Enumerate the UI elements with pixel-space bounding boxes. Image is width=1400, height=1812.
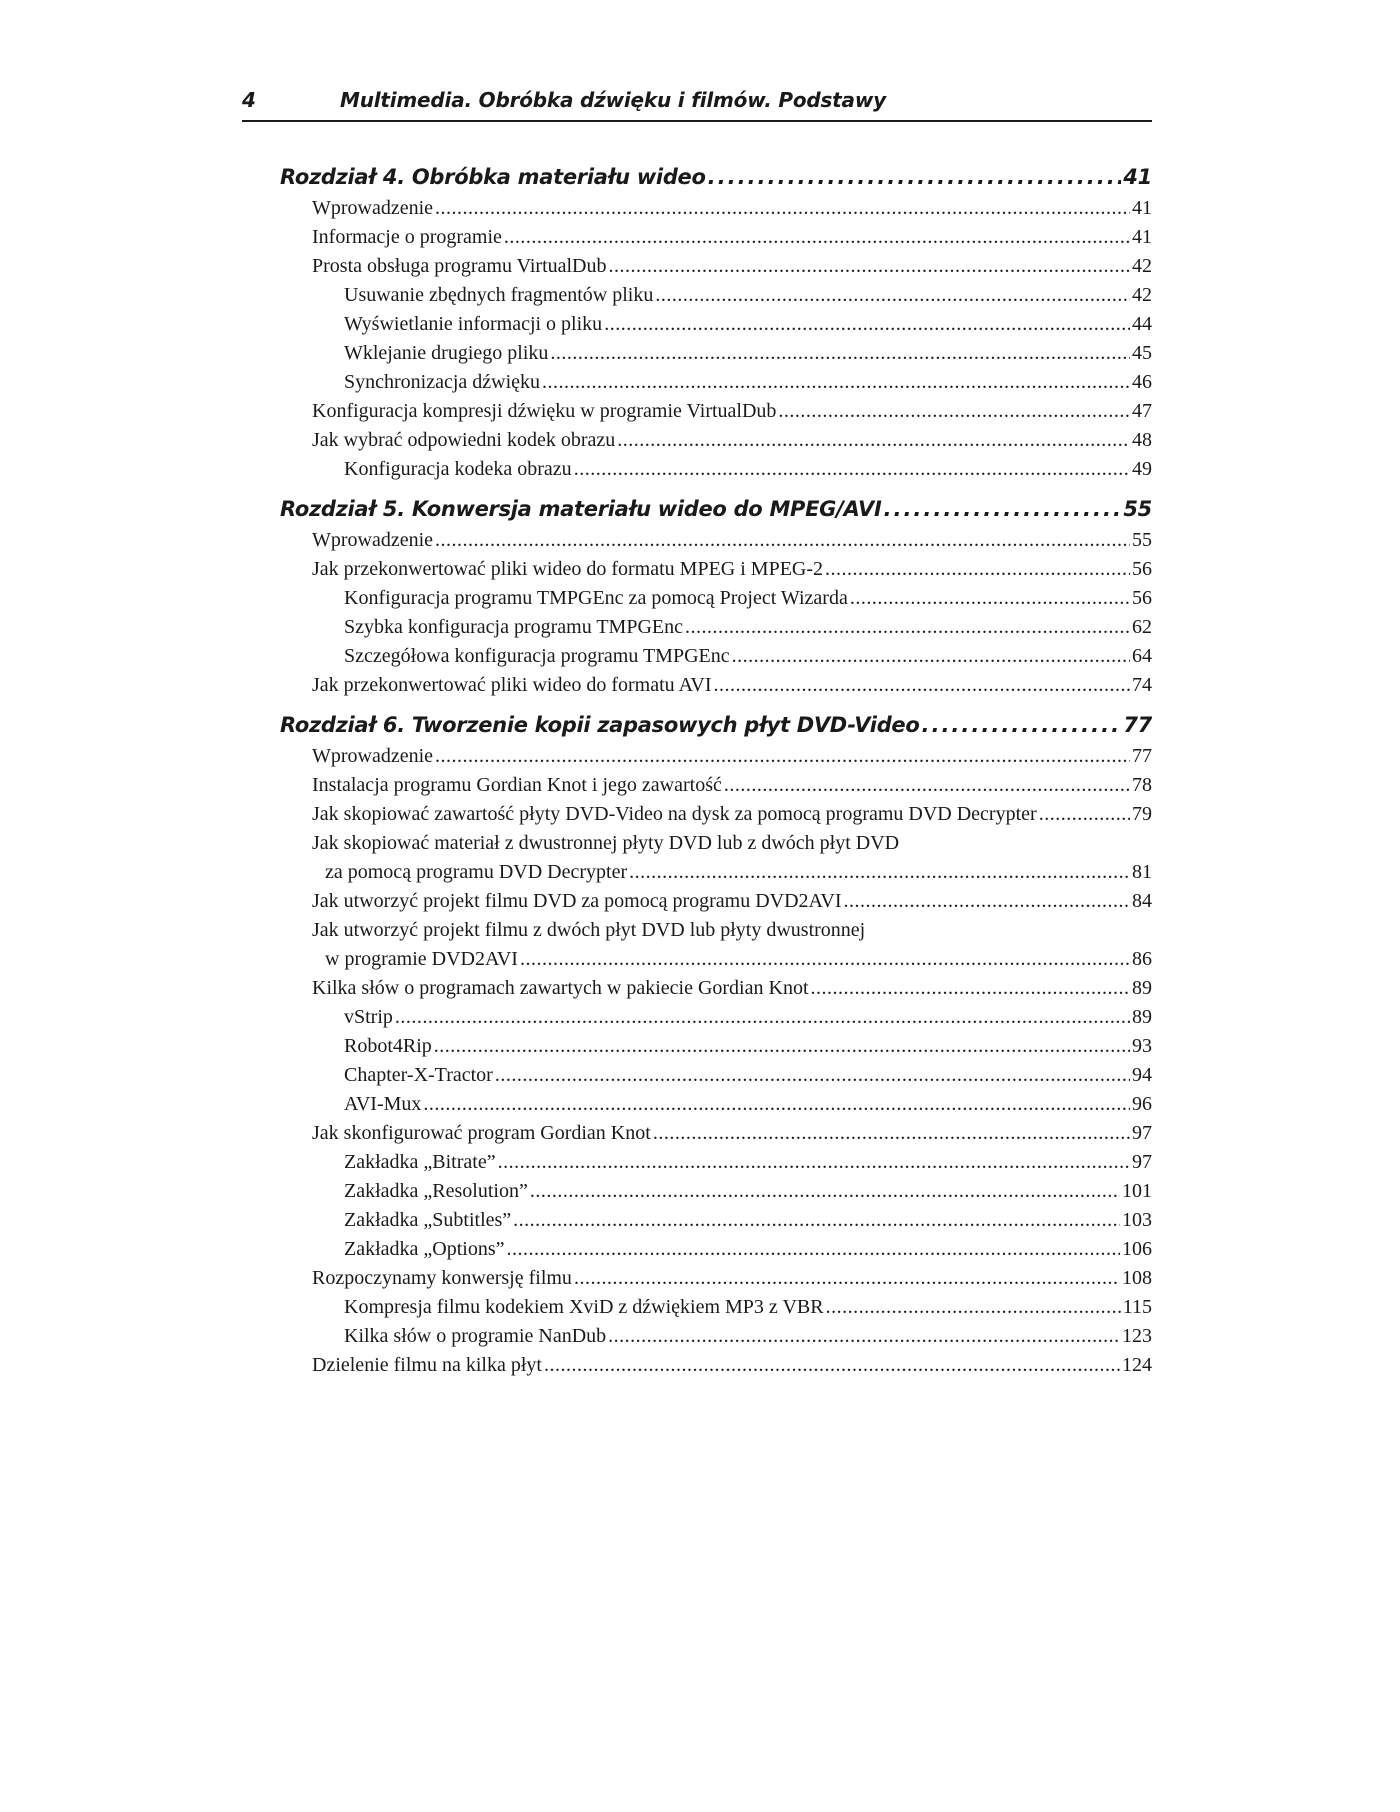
dot-leader bbox=[629, 858, 1130, 887]
entry-label: Wprowadzenie bbox=[312, 197, 434, 219]
chapter-6-heading[interactable] bbox=[280, 708, 1152, 742]
entry-page-number: 106 bbox=[1122, 1238, 1152, 1260]
entry-label: Wklejanie drugiego pliku bbox=[344, 342, 549, 364]
dot-leader bbox=[655, 281, 1130, 310]
dot-leader bbox=[608, 1322, 1120, 1351]
entry-label: Jak przekonwertować pliki wideo do formatu AVI bbox=[312, 674, 712, 696]
toc-subentry[interactable] bbox=[280, 1032, 1152, 1061]
toc-subentry[interactable] bbox=[280, 1206, 1152, 1235]
entry-label: Synchronizacja dźwięku bbox=[344, 371, 541, 393]
entry-label: Wprowadzenie bbox=[312, 529, 434, 551]
entry-page-number: 108 bbox=[1122, 1267, 1152, 1289]
entry-label: Wprowadzenie bbox=[312, 745, 434, 767]
dot-leader bbox=[574, 455, 1130, 484]
dot-leader bbox=[434, 1032, 1130, 1061]
toc-subentry[interactable] bbox=[280, 1090, 1152, 1119]
entry-page-number: 56 bbox=[1132, 587, 1152, 609]
entry-label: AVI-Mux bbox=[344, 1093, 422, 1115]
toc-entry-continuation[interactable] bbox=[280, 858, 1152, 887]
dot-leader bbox=[574, 1264, 1120, 1293]
entry-page-number: 48 bbox=[1132, 429, 1152, 451]
toc-entry[interactable] bbox=[280, 887, 1152, 916]
toc-entry[interactable] bbox=[280, 771, 1152, 800]
toc-subentry[interactable] bbox=[280, 1235, 1152, 1264]
chapter-4-heading[interactable] bbox=[280, 160, 1152, 194]
entry-page-number: 97 bbox=[1132, 1151, 1152, 1173]
toc-entry[interactable] bbox=[280, 1119, 1152, 1148]
entry-label: Zakładka „Resolution” bbox=[344, 1180, 528, 1202]
entry-page-number: 64 bbox=[1132, 645, 1152, 667]
toc-entry[interactable] bbox=[280, 742, 1152, 771]
toc-subentry[interactable] bbox=[280, 1061, 1152, 1090]
dot-leader bbox=[435, 526, 1130, 555]
dot-leader bbox=[435, 194, 1130, 223]
toc-subentry[interactable] bbox=[280, 339, 1152, 368]
dot-leader bbox=[504, 223, 1130, 252]
dot-leader bbox=[435, 742, 1130, 771]
toc-entry-first-line[interactable]: Jak utworzyć projekt filmu z dwóch płyt DVD lub płyty dwustronnej bbox=[312, 919, 866, 941]
entry-page-number: 62 bbox=[1132, 616, 1152, 638]
dot-leader bbox=[542, 368, 1130, 397]
entry-page-number: 97 bbox=[1132, 1122, 1152, 1144]
dot-leader bbox=[825, 555, 1130, 584]
toc-entry[interactable] bbox=[280, 555, 1152, 584]
toc-subentry[interactable] bbox=[280, 584, 1152, 613]
entry-page-number: 41 bbox=[1132, 197, 1152, 219]
entry-label: Kompresja filmu kodekiem XviD z dźwiękiem MP3 z VBR bbox=[344, 1296, 824, 1318]
dot-leader bbox=[604, 310, 1130, 339]
toc-entry[interactable] bbox=[280, 526, 1152, 555]
entry-label: Zakładka „Subtitles” bbox=[344, 1209, 512, 1231]
entry-label: Szczegółowa konfiguracja programu TMPGEnc bbox=[344, 645, 730, 667]
dot-leader bbox=[778, 397, 1130, 426]
dot-leader bbox=[883, 492, 1121, 526]
dot-leader bbox=[724, 771, 1130, 800]
toc-subentry[interactable] bbox=[280, 455, 1152, 484]
entry-label: Chapter-X-Tractor bbox=[344, 1064, 493, 1086]
entry-page-number: 84 bbox=[1132, 890, 1152, 912]
toc-entry[interactable] bbox=[280, 671, 1152, 700]
entry-label: Dzielenie filmu na kilka płyt bbox=[312, 1354, 542, 1376]
toc-subentry[interactable] bbox=[280, 1322, 1152, 1351]
chapter-page-number: 77 bbox=[1123, 713, 1152, 737]
running-header bbox=[242, 86, 1152, 122]
dot-leader bbox=[507, 1235, 1121, 1264]
dot-leader bbox=[550, 339, 1130, 368]
book-title: Multimedia. Obróbka dźwięku i filmów. Podstawy bbox=[340, 88, 886, 112]
entry-label: Szybka konfiguracja programu TMPGEnc bbox=[344, 616, 683, 638]
entry-page-number: 124 bbox=[1122, 1354, 1152, 1376]
toc-entry[interactable] bbox=[280, 1351, 1152, 1380]
table-of-contents bbox=[280, 160, 1152, 1380]
toc-entry[interactable] bbox=[280, 252, 1152, 281]
dot-leader bbox=[653, 1119, 1130, 1148]
toc-entry[interactable] bbox=[280, 800, 1152, 829]
toc-subentry[interactable] bbox=[280, 613, 1152, 642]
chapter-page-number: 55 bbox=[1123, 497, 1152, 521]
entry-page-number: 74 bbox=[1132, 674, 1152, 696]
toc-entry[interactable] bbox=[280, 194, 1152, 223]
entry-page-number: 44 bbox=[1132, 313, 1152, 335]
entry-label: Usuwanie zbędnych fragmentów pliku bbox=[344, 284, 654, 306]
entry-page-number: 41 bbox=[1132, 226, 1152, 248]
entry-page-number: 56 bbox=[1132, 558, 1152, 580]
toc-entry[interactable] bbox=[280, 426, 1152, 455]
dot-leader bbox=[850, 584, 1130, 613]
entry-page-number: 101 bbox=[1122, 1180, 1152, 1202]
entry-label: Konfiguracja programu TMPGEnc za pomocą Project Wizarda bbox=[344, 587, 848, 609]
entry-label: Kilka słów o programie NanDub bbox=[344, 1325, 607, 1347]
entry-label: Prosta obsługa programu VirtualDub bbox=[312, 255, 607, 277]
entry-label: Jak skonfigurować program Gordian Knot bbox=[312, 1122, 651, 1144]
toc-entry[interactable] bbox=[280, 223, 1152, 252]
entry-page-number: 89 bbox=[1132, 977, 1152, 999]
entry-page-number: 103 bbox=[1122, 1209, 1152, 1231]
entry-label: w programie DVD2AVI bbox=[325, 948, 518, 970]
entry-page-number: 79 bbox=[1132, 803, 1152, 825]
toc-entry-continuation[interactable] bbox=[280, 945, 1152, 974]
entry-label: vStrip bbox=[344, 1006, 393, 1028]
entry-page-number: 45 bbox=[1132, 342, 1152, 364]
entry-page-number: 77 bbox=[1132, 745, 1152, 767]
toc-subentry[interactable] bbox=[280, 1148, 1152, 1177]
dot-leader bbox=[498, 1148, 1130, 1177]
entry-label: Jak wybrać odpowiedni kodek obrazu bbox=[312, 429, 616, 451]
entry-page-number: 115 bbox=[1122, 1296, 1152, 1318]
dot-leader bbox=[844, 887, 1130, 916]
entry-label: Kilka słów o programach zawartych w pakiecie Gordian Knot bbox=[312, 977, 809, 999]
dot-leader bbox=[520, 945, 1130, 974]
dot-leader bbox=[513, 1206, 1120, 1235]
entry-label: Jak skopiować zawartość płyty DVD-Video na dysk za pomocą programu DVD Decrypter bbox=[312, 803, 1037, 825]
toc-entry[interactable] bbox=[280, 974, 1152, 1003]
dot-leader bbox=[811, 974, 1131, 1003]
entry-page-number: 96 bbox=[1132, 1093, 1152, 1115]
dot-leader bbox=[708, 160, 1122, 194]
toc-entry[interactable] bbox=[280, 397, 1152, 426]
dot-leader bbox=[423, 1090, 1130, 1119]
dot-leader bbox=[1039, 800, 1130, 829]
page-number: 4 bbox=[242, 88, 256, 112]
chapter-page-number: 41 bbox=[1123, 165, 1152, 189]
toc-entry-first-line[interactable]: Jak skopiować materiał z dwustronnej płyty DVD lub z dwóch płyt DVD bbox=[312, 832, 900, 854]
dot-leader bbox=[530, 1177, 1120, 1206]
entry-label: za pomocą programu DVD Decrypter bbox=[325, 861, 628, 883]
entry-label: Rozpoczynamy konwersję filmu bbox=[312, 1267, 572, 1289]
chapter-title: Rozdział 5. Konwersja materiału wideo do MPEG/AVI bbox=[280, 497, 882, 521]
entry-label: Wyświetlanie informacji o pliku bbox=[344, 313, 603, 335]
toc-subentry[interactable] bbox=[280, 642, 1152, 671]
dot-leader bbox=[826, 1293, 1121, 1322]
entry-page-number: 42 bbox=[1132, 255, 1152, 277]
entry-page-number: 47 bbox=[1132, 400, 1152, 422]
entry-page-number: 78 bbox=[1132, 774, 1152, 796]
entry-label: Instalacja programu Gordian Knot i jego zawartość bbox=[312, 774, 722, 796]
entry-label: Informacje o programie bbox=[312, 226, 502, 248]
dot-leader bbox=[714, 671, 1130, 700]
entry-page-number: 89 bbox=[1132, 1006, 1152, 1028]
entry-page-number: 49 bbox=[1132, 458, 1152, 480]
toc-subentry[interactable] bbox=[280, 281, 1152, 310]
toc-entry[interactable] bbox=[280, 1264, 1152, 1293]
dot-leader bbox=[495, 1061, 1130, 1090]
entry-label: Robot4Rip bbox=[344, 1035, 432, 1057]
entry-page-number: 93 bbox=[1132, 1035, 1152, 1057]
chapter-title: Rozdział 6. Tworzenie kopii zapasowych płyt DVD-Video bbox=[280, 713, 920, 737]
toc-subentry[interactable] bbox=[280, 1177, 1152, 1206]
entry-label: Jak przekonwertować pliki wideo do formatu MPEG i MPEG-2 bbox=[312, 558, 824, 580]
dot-leader bbox=[732, 642, 1130, 671]
toc-subentry[interactable] bbox=[280, 310, 1152, 339]
toc-subentry[interactable] bbox=[280, 1003, 1152, 1032]
entry-label: Konfiguracja kodeka obrazu bbox=[344, 458, 572, 480]
entry-page-number: 46 bbox=[1132, 371, 1152, 393]
entry-label: Jak utworzyć projekt filmu DVD za pomocą programu DVD2AVI bbox=[312, 890, 842, 912]
dot-leader bbox=[544, 1351, 1120, 1380]
entry-page-number: 55 bbox=[1132, 529, 1152, 551]
chapter-title: Rozdział 4. Obróbka materiału wideo bbox=[280, 165, 706, 189]
dot-leader bbox=[685, 613, 1130, 642]
entry-label: Zakładka „Bitrate” bbox=[344, 1151, 496, 1173]
entry-label: Konfiguracja kompresji dźwięku w programie VirtualDub bbox=[312, 400, 777, 422]
chapter-5-heading[interactable] bbox=[280, 492, 1152, 526]
dot-leader bbox=[617, 426, 1130, 455]
toc-subentry[interactable] bbox=[280, 1293, 1152, 1322]
entry-page-number: 81 bbox=[1132, 861, 1152, 883]
entry-page-number: 86 bbox=[1132, 948, 1152, 970]
toc-subentry[interactable] bbox=[280, 368, 1152, 397]
entry-page-number: 42 bbox=[1132, 284, 1152, 306]
entry-label: Zakładka „Options” bbox=[344, 1238, 505, 1260]
dot-leader bbox=[395, 1003, 1130, 1032]
dot-leader bbox=[609, 252, 1130, 281]
entry-page-number: 123 bbox=[1122, 1325, 1152, 1347]
entry-page-number: 94 bbox=[1132, 1064, 1152, 1086]
dot-leader bbox=[922, 708, 1122, 742]
